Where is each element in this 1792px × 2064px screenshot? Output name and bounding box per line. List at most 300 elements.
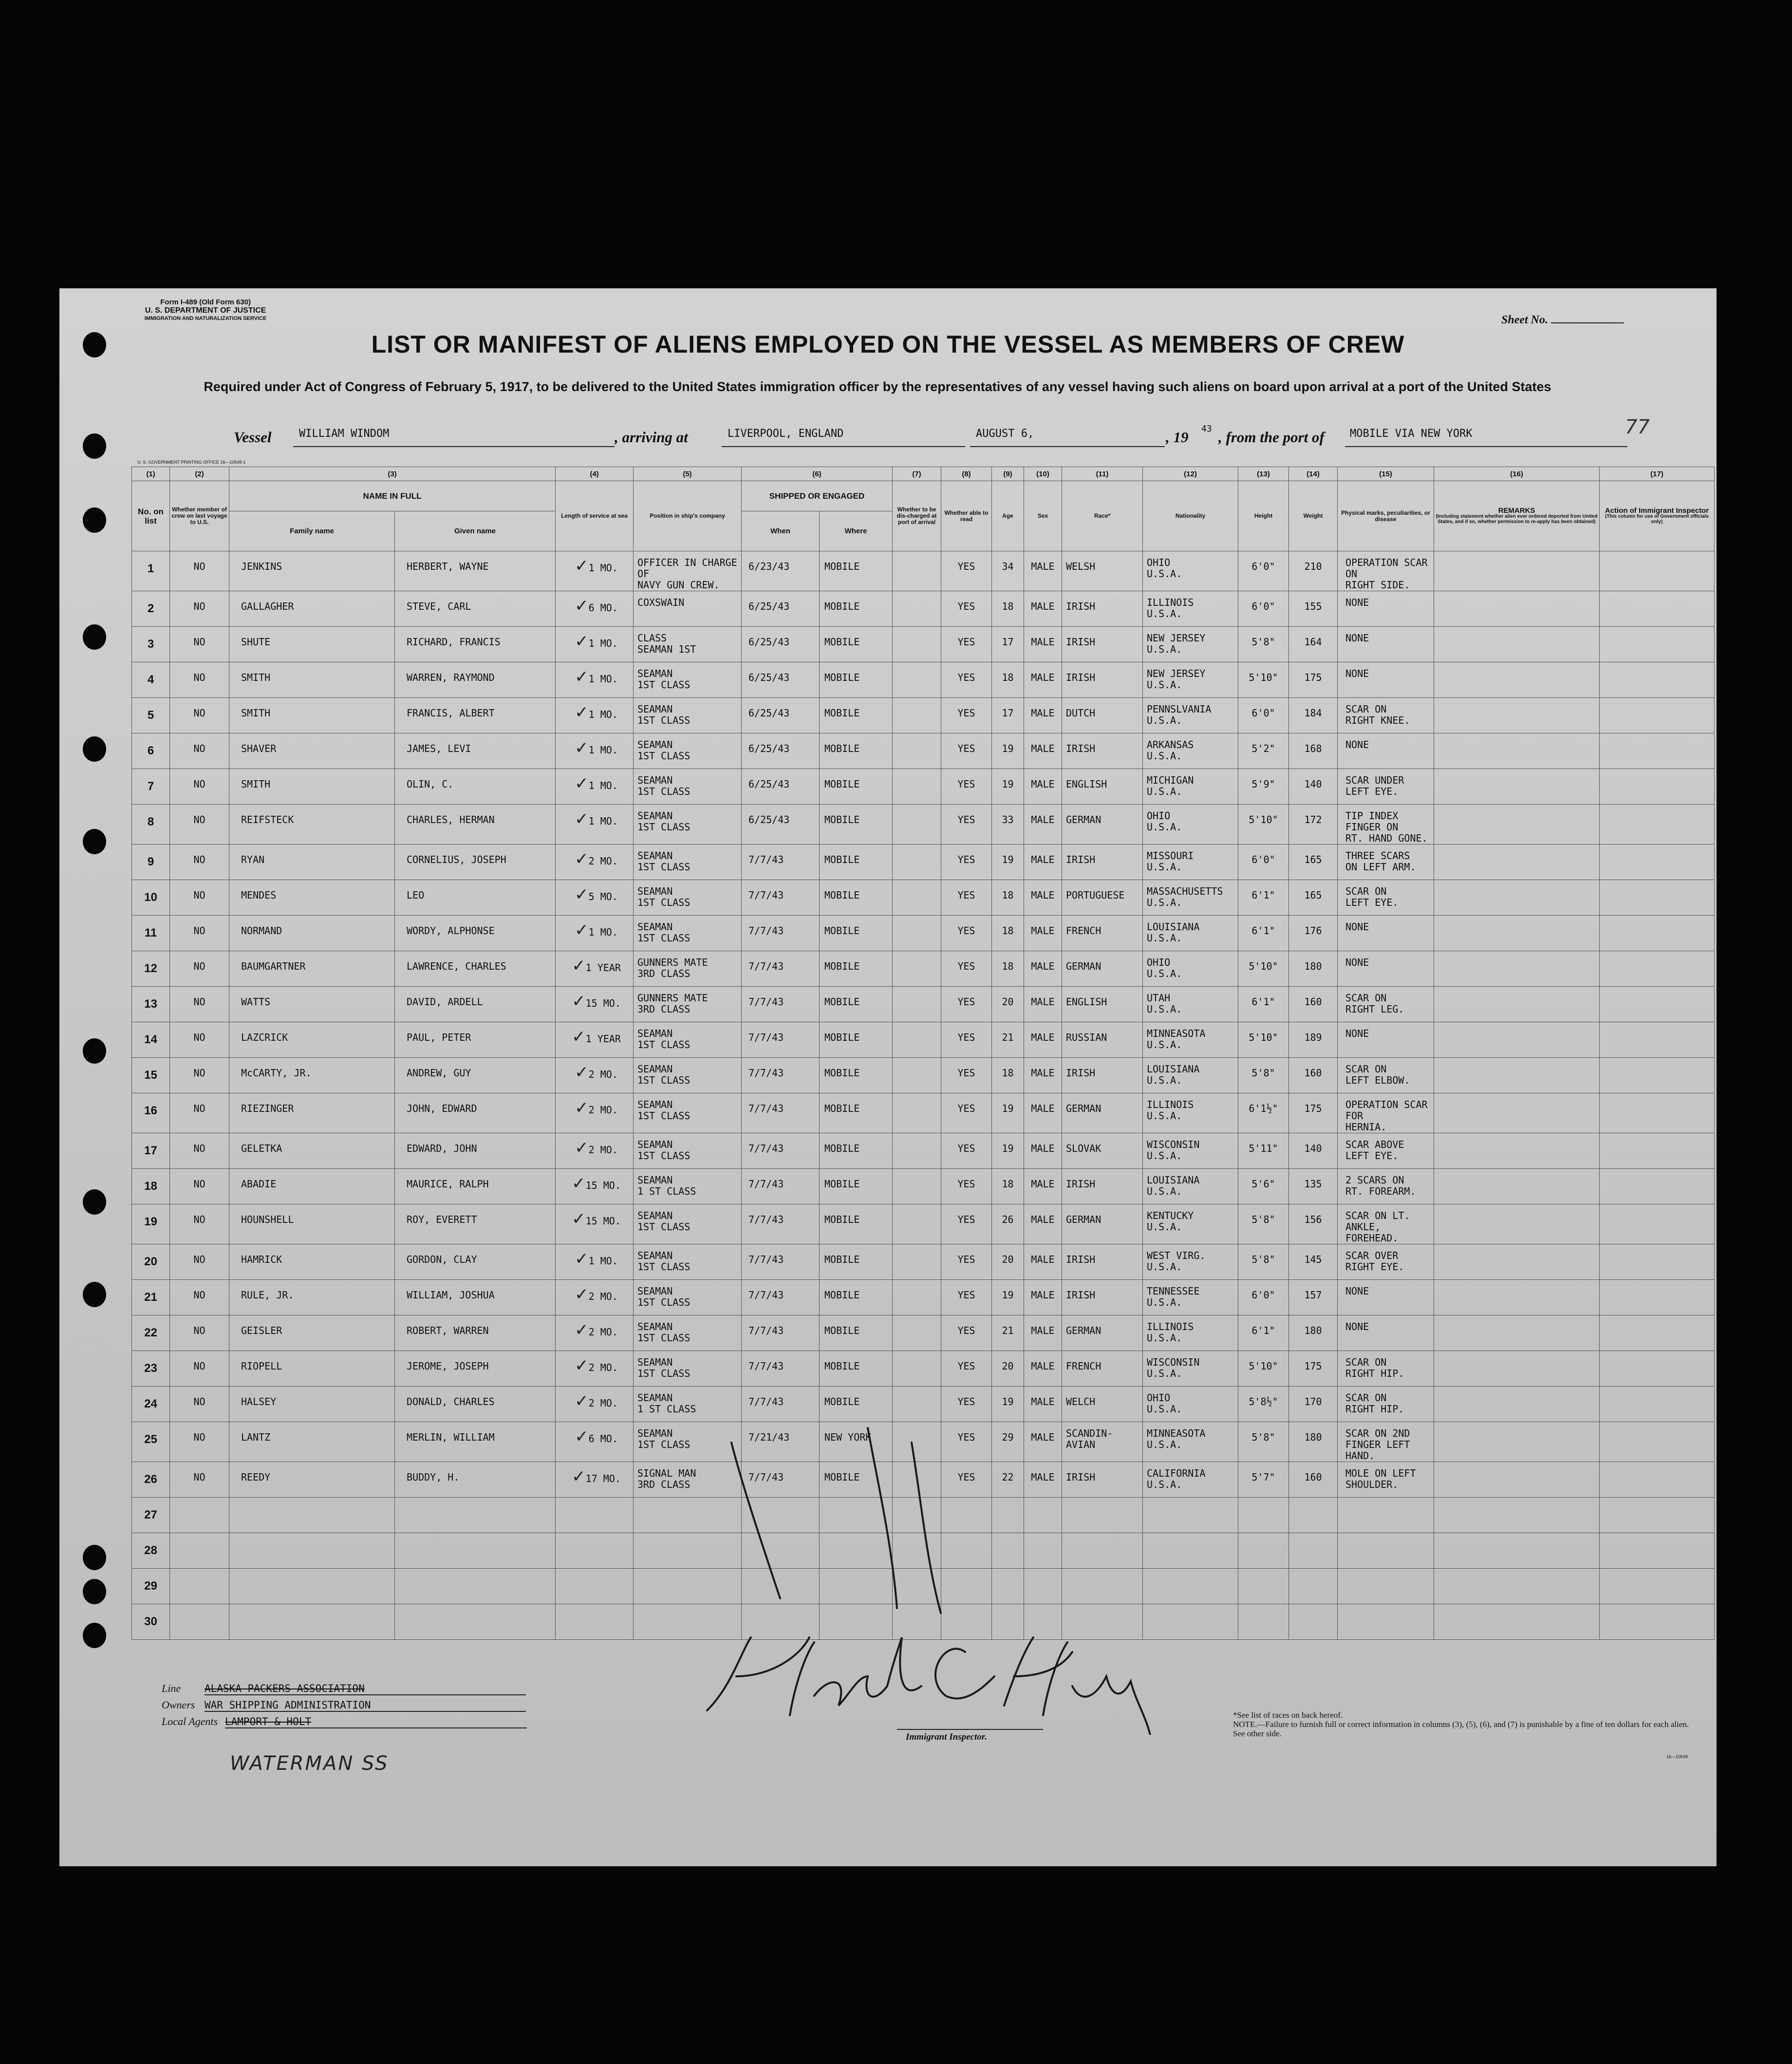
physical-marks-line-2: SCAR ON LT. ANKLE, FOREHEAD. [1345,1210,1410,1244]
physical-marks-line-2: SHOULDER. [1345,1479,1399,1490]
weight: 168 [1289,733,1338,769]
given-name: DONALD, CHARLES [395,1387,556,1422]
discharged-cell [893,805,941,844]
remarks-cell [1434,1169,1600,1204]
previous-voyage: NO [170,769,229,805]
family-name: NORMAND [229,916,395,951]
family-name: RULE, JR. [229,1280,395,1315]
previous-voyage: NO [170,1058,229,1093]
physical-marks-cell [1338,698,1434,733]
owners-label: Owners [162,1699,195,1711]
row-number: 28 [132,1533,170,1569]
row-number: 6 [132,733,170,769]
row-number: 21 [132,1280,170,1315]
position-cell [634,805,742,844]
able-to-read: YES [941,1422,992,1462]
race: IRISH [1062,1169,1143,1204]
discharged-cell [893,1058,941,1093]
family-name: REIFSTECK [229,805,395,844]
discharged-cell [893,662,941,698]
physical-marks-line-1: SCAR ON [1345,1392,1387,1404]
age: 17 [992,627,1024,662]
service-length-cell [556,1315,634,1351]
footer-notes [1233,1710,1700,1738]
weight: 157 [1289,1280,1338,1315]
owners-value: WAR SHIPPING ADMINISTRATION [205,1699,526,1712]
shipped-where: MOBILE [820,1387,893,1422]
physical-marks-cell [1338,1093,1434,1133]
given-name: MERLIN, WILLIAM [395,1422,556,1462]
previous-voyage: NO [170,844,229,880]
family-name: GEISLER [229,1315,395,1351]
physical-marks-cell [1338,591,1434,627]
inspector-signature [692,1423,1170,1735]
age: 19 [992,1093,1024,1133]
nationality-cell [1143,1351,1238,1387]
age: 18 [992,951,1024,987]
remarks-note: (Including statement whether alien ever ordered deported from United States, and if so, whether permission to re-apply has been obtained) [1436,514,1598,525]
race: FRENCH [1062,916,1143,951]
binder-hole [83,1038,106,1064]
nationality-state: KENTUCKY [1147,1210,1194,1221]
inspector-label: Immigrant Inspector. [906,1732,987,1742]
position-line-1: GUNNERS MATE [637,992,708,1004]
inspector-action-cell [1600,1133,1715,1169]
physical-marks-line-2: RIGHT HIP. [1345,1403,1404,1415]
family-name-header: Family name [229,511,395,551]
height: 5'8" [1238,1204,1289,1244]
position-cell [634,1022,742,1058]
physical-marks-line-2: RT. FOREARM. [1345,1185,1416,1197]
age: 20 [992,1351,1024,1387]
action-title: Action of Immigrant Inspector [1605,507,1709,515]
service-length: 1 YEAR [585,1033,621,1045]
shipped-when: 6/25/43 [742,627,820,662]
position-cell [634,916,742,951]
given-name: WARREN, RAYMOND [395,662,556,698]
nationality-country: U.S.A. [1147,1185,1182,1197]
given-name: MAURICE, RALPH [395,1169,556,1204]
physical-marks-cell [1338,1022,1434,1058]
shipped-when: 7/7/43 [742,844,820,880]
position-line-2: 1ST CLASS [637,1261,691,1273]
race: WELSH [1062,551,1143,591]
where-header: Where [820,511,893,551]
checkmark-icon: ✓ [575,1098,589,1118]
race: IRISH [1062,627,1143,662]
service-length: 15 MO. [585,1215,621,1227]
empty-cell [1434,1569,1600,1604]
race-header: Race* [1062,481,1143,551]
checkmark-icon: ✓ [575,774,589,793]
physical-marks-cell [1338,1204,1434,1244]
nationality-cell [1143,591,1238,627]
remarks-cell [1434,1315,1600,1351]
line-label: Line [162,1682,181,1694]
service-length: 2 MO. [588,1326,618,1338]
checkmark-icon: ✓ [572,1174,586,1193]
discharged-cell [893,1315,941,1351]
position-line-2: 3RD CLASS [637,968,691,979]
remarks-cell [1434,805,1600,844]
service-length-cell [556,1093,634,1133]
able-to-read: YES [941,1133,992,1169]
race: PORTUGUESE [1062,880,1143,916]
arrival-date: AUGUST 6, [976,428,1034,440]
position-line-2: 1ST CLASS [637,1439,691,1450]
remarks-cell [1434,698,1600,733]
position-cell [634,951,742,987]
checkmark-icon: ✓ [575,1427,589,1446]
previous-voyage: NO [170,1204,229,1244]
position-line-1: SEAMAN [637,1063,673,1075]
height: 5'8" [1238,1244,1289,1280]
position-line-1: SEAMAN [637,1139,673,1150]
height: 5'10" [1238,951,1289,987]
service-length-cell [556,1462,634,1498]
inspector-action-cell [1600,1169,1715,1204]
family-name: RIOPELL [229,1351,395,1387]
age: 19 [992,769,1024,805]
col-num: (10) [1024,467,1062,481]
col-num: (8) [941,467,992,481]
remarks-cell [1434,880,1600,916]
nationality-cell [1143,1280,1238,1315]
col-num: (1) [132,467,170,481]
inspector-action-cell [1600,1244,1715,1280]
physical-marks-cell [1338,1387,1434,1422]
discharged-cell [893,951,941,987]
able-to-read: YES [941,1315,992,1351]
service-length-cell [556,733,634,769]
age: 26 [992,1204,1024,1244]
race: WELCH [1062,1387,1143,1422]
weight: 189 [1289,1022,1338,1058]
remarks-cell [1434,591,1600,627]
nationality-state: LOUISIANA [1147,921,1200,933]
family-name: HOUNSHELL [229,1204,395,1244]
nationality-state: ILLINOIS [1147,1321,1194,1332]
race: FRENCH [1062,1351,1143,1387]
inspector-action-cell [1600,1462,1715,1498]
previous-voyage: NO [170,733,229,769]
physical-marks-cell [1338,1351,1434,1387]
sex: MALE [1024,1422,1062,1462]
sex: MALE [1024,551,1062,591]
given-name: DAVID, ARDELL [395,987,556,1022]
nationality-state: MISSOURI [1147,850,1194,862]
previous-voyage: NO [170,987,229,1022]
weight: 164 [1289,627,1338,662]
empty-cell [395,1569,556,1604]
empty-cell [1434,1604,1600,1640]
vessel-line [59,424,1717,453]
physical-marks-header: Physical marks, peculiarities, or disease [1338,481,1434,551]
shipped-where: MOBILE [820,1133,893,1169]
position-line-1: SEAMAN [637,1174,673,1186]
shipped-where: MOBILE [820,551,893,591]
remarks-cell [1434,551,1600,591]
col-num: (2) [170,467,229,481]
given-name-header: Given name [395,511,556,551]
inspector-action-cell [1600,1093,1715,1133]
physical-marks-cell [1338,844,1434,880]
family-name: GALLAGHER [229,591,395,627]
given-name: HERBERT, WAYNE [395,551,556,591]
row-number: 19 [132,1204,170,1244]
physical-marks-line-1: SCAR ON 2ND FINGER LEFT [1345,1427,1410,1450]
able-to-read: YES [941,698,992,733]
able-to-read: YES [941,1204,992,1244]
discharged-cell [893,880,941,916]
service-length: 2 MO. [588,1144,618,1156]
race: IRISH [1062,733,1143,769]
shipped-where: MOBILE [820,733,893,769]
empty-cell [1338,1604,1434,1640]
inspector-action-cell [1600,1315,1715,1351]
col-num: (9) [992,467,1024,481]
shipped-where: MOBILE [820,698,893,733]
empty-cell [1600,1604,1715,1640]
table-row [132,1315,1715,1351]
nationality-cell [1143,916,1238,951]
nationality-country: U.S.A. [1147,1039,1182,1051]
previous-voyage: NO [170,916,229,951]
position-cell [634,1315,742,1351]
able-to-read: YES [941,1093,992,1133]
previous-voyage: NO [170,698,229,733]
position-line-2: 1ST CLASS [637,1221,691,1233]
sex: MALE [1024,698,1062,733]
row-number: 4 [132,662,170,698]
empty-cell [1338,1498,1434,1533]
shipped-when: 6/25/43 [742,733,820,769]
physical-marks-line-1: SCAR ON [1345,1356,1387,1368]
physical-marks-line-2: NONE [1345,668,1369,679]
shipped-when: 7/7/43 [742,880,820,916]
physical-marks-line-2: HERNIA. [1345,1121,1387,1133]
empty-cell [170,1498,229,1533]
table-row [132,627,1715,662]
row-number: 26 [132,1462,170,1498]
agents-value: LAMPORT & HOLT [225,1716,527,1728]
inspector-action-cell [1600,916,1715,951]
signature-line [897,1729,1043,1730]
height: 6'0" [1238,591,1289,627]
age: 18 [992,916,1024,951]
shipped-where: MOBILE [820,987,893,1022]
checkmark-icon: ✓ [575,1249,589,1269]
sex: MALE [1024,1169,1062,1204]
shipped-where: MOBILE [820,591,893,627]
able-to-read: YES [941,844,992,880]
race: ENGLISH [1062,769,1143,805]
col-num: (13) [1238,467,1289,481]
nationality-cell [1143,1093,1238,1133]
shipped-when: 7/7/43 [742,1022,820,1058]
height-header: Height [1238,481,1289,551]
empty-cell [1600,1498,1715,1533]
row-number: 15 [132,1058,170,1093]
height: 5'8" [1238,1422,1289,1462]
nationality-state: NEW JERSEY [1147,632,1206,644]
position-cell [634,698,742,733]
empty-cell [395,1533,556,1569]
age: 19 [992,844,1024,880]
height: 5'8½" [1238,1387,1289,1422]
position-line-1: SEAMAN [637,1321,673,1332]
physical-marks-line-2: NONE [1345,597,1369,608]
nationality-cell [1143,844,1238,880]
sex: MALE [1024,662,1062,698]
nationality-state: PENNSLVANIA [1147,703,1212,715]
inspector-action-cell [1600,627,1715,662]
family-name: LAZCRICK [229,1022,395,1058]
position-line-2: 1ST CLASS [637,1332,691,1344]
empty-cell [1338,1569,1434,1604]
discharged-cell [893,769,941,805]
remarks-cell [1434,769,1600,805]
physical-marks-line-2: NONE [1345,1028,1369,1039]
sex: MALE [1024,1058,1062,1093]
family-name: SHUTE [229,627,395,662]
owners-field [162,1699,526,1712]
empty-cell [395,1604,556,1640]
age: 21 [992,1315,1024,1351]
discharged-cell [893,1387,941,1422]
sex: MALE [1024,880,1062,916]
discharged-cell [893,698,941,733]
table-row [132,805,1715,844]
nationality-country: U.S.A. [1147,932,1182,944]
age: 19 [992,1133,1024,1169]
service-length-cell [556,662,634,698]
vessel-name: WILLIAM WINDOM [299,428,390,440]
table-row [132,1058,1715,1093]
able-to-read: YES [941,769,992,805]
row-number: 25 [132,1422,170,1462]
position-line-2: COXSWAIN [637,597,685,608]
checkmark-icon: ✓ [575,738,589,758]
physical-marks-cell [1338,1280,1434,1315]
service-length-cell [556,1204,634,1244]
family-name: SMITH [229,698,395,733]
family-name: RYAN [229,844,395,880]
weight: 175 [1289,662,1338,698]
shipped-when: 7/7/43 [742,1244,820,1280]
service-length-cell [556,1387,634,1422]
position-line-2: 1ST CLASS [637,786,691,797]
weight: 145 [1289,1244,1338,1280]
weight: 156 [1289,1204,1338,1244]
family-name: MENDES [229,880,395,916]
physical-marks-line-1: SCAR ON [1345,885,1387,897]
service-length: 15 MO. [585,997,621,1009]
nationality-cell [1143,627,1238,662]
remarks-cell [1434,1244,1600,1280]
inspector-action-cell [1600,662,1715,698]
age: 18 [992,662,1024,698]
manifest-sheet [59,288,1717,1866]
nationality-country: U.S.A. [1147,714,1182,726]
checkmark-icon: ✓ [575,920,589,940]
discharged-cell [893,733,941,769]
race: RUSSIAN [1062,1022,1143,1058]
physical-marks-line-2: HAND. [1345,1450,1375,1462]
height: 5'6" [1238,1169,1289,1204]
row-number: 16 [132,1093,170,1133]
table-row [132,1022,1715,1058]
previous-voyage: NO [170,662,229,698]
weight: 184 [1289,698,1338,733]
sex: MALE [1024,1387,1062,1422]
able-to-read: YES [941,1022,992,1058]
position-line-2: 1 ST CLASS [637,1403,696,1415]
height: 6'1" [1238,880,1289,916]
service-name: IMMIGRATION AND NATURALIZATION SERVICE [144,316,267,321]
faded-stamp [65,1340,107,1441]
nationality-cell [1143,880,1238,916]
checkmark-icon: ✓ [575,849,589,869]
checkmark-icon: ✓ [575,1391,589,1411]
checkmark-icon: ✓ [572,1467,586,1486]
nationality-state: MASSACHUSETTS [1147,885,1223,897]
weight: 172 [1289,805,1338,844]
nationality-cell [1143,1133,1238,1169]
able-to-read: YES [941,1244,992,1280]
service-length: 1 MO. [588,1255,618,1267]
age: 21 [992,1022,1024,1058]
inspector-action-cell [1600,880,1715,916]
position-line-1: SEAMAN [637,1392,673,1404]
height: 6'0" [1238,551,1289,591]
sex-header: Sex [1024,481,1062,551]
inspector-action-cell [1600,951,1715,987]
remarks-cell [1434,627,1600,662]
line-field [162,1682,526,1695]
position-cell [634,1387,742,1422]
checkmark-icon: ✓ [575,1285,589,1304]
discharged-cell [893,1133,941,1169]
nationality-country: U.S.A. [1147,897,1182,908]
binder-hole [83,736,106,762]
position-cell [634,1093,742,1133]
form-number: Form I-489 (Old Form 630) [160,298,251,306]
height: 5'10" [1238,1022,1289,1058]
physical-marks-cell [1338,1462,1434,1498]
remarks-cell [1434,1351,1600,1387]
position-line-1: SEAMAN [637,739,673,751]
position-line-2: 1ST CLASS [637,1150,691,1162]
empty-cell [1238,1604,1289,1640]
checkmark-icon: ✓ [575,703,589,722]
position-line-2: 1ST CLASS [637,1039,691,1051]
nationality-cell [1143,1058,1238,1093]
weight: 175 [1289,1351,1338,1387]
discharged-cell [893,844,941,880]
weight: 135 [1289,1169,1338,1204]
service-length: 17 MO. [585,1473,621,1484]
given-name: WORDY, ALPHONSE [395,916,556,951]
service-length-cell [556,805,634,844]
nationality-state: ARKANSAS [1147,739,1194,751]
nationality-country: U.S.A. [1147,1296,1182,1308]
service-length: 1 MO. [588,815,618,827]
penalty-note: NOTE.—Failure to furnish full or correct information in columns (3), (5), (6), and (7) is punishable by a fine of ten dollars for each alien. See other side. [1233,1720,1689,1738]
nationality-state: TENNESSEE [1147,1285,1200,1297]
nationality-state: WISCONSIN [1147,1139,1200,1150]
position-cell [634,1133,742,1169]
